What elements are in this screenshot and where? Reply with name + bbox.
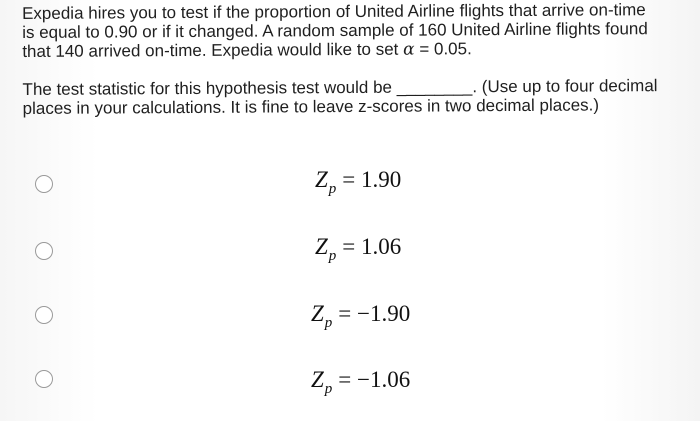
z-symbol: Z — [311, 301, 324, 326]
radio-button-1[interactable] — [35, 175, 53, 193]
radio-button-3[interactable] — [35, 306, 53, 324]
z-subscript: p — [328, 181, 337, 197]
option-1-formula — [315, 167, 402, 197]
option-1-value: = 1.90 — [342, 167, 402, 192]
question-line-3-start: that 140 arrived on-time. Expedia would like to set — [22, 39, 404, 61]
answer-option-1[interactable] — [0, 151, 700, 211]
radio-button-4[interactable] — [35, 370, 53, 388]
z-symbol: Z — [315, 234, 328, 259]
z-subscript: p — [328, 248, 337, 264]
question-line-3-end: = 0.05. — [414, 39, 472, 59]
question-line-2: is equal to 0.90 or if it changed. A random sample of 160 United Airline flights found — [22, 19, 648, 42]
option-3-formula — [311, 301, 411, 331]
option-3-value: = −1.90 — [338, 301, 411, 326]
z-subscript: p — [324, 381, 333, 397]
question-line-1: Expedia hires you to test if the proportion of United Airline flights that arrive on-time — [22, 0, 646, 23]
radio-button-2[interactable] — [35, 242, 53, 260]
answer-option-3[interactable] — [0, 283, 700, 343]
option-4-value: = −1.06 — [338, 367, 411, 392]
answer-option-2[interactable] — [0, 216, 700, 276]
z-subscript: p — [324, 315, 333, 331]
alpha-symbol: α — [403, 39, 415, 60]
option-2-formula — [315, 234, 402, 264]
option-2-value: = 1.06 — [342, 234, 402, 259]
z-symbol: Z — [311, 367, 324, 392]
z-symbol: Z — [315, 167, 328, 192]
answer-option-4[interactable] — [0, 351, 700, 411]
prompt-line-2: places in your calculations. It is fine to leave z-scores in two decimal places.) — [22, 95, 600, 118]
option-4-formula — [311, 367, 411, 397]
prompt-line-1: The test statistic for this hypothesis test would be ________. (Use up to four decimal — [22, 76, 658, 99]
